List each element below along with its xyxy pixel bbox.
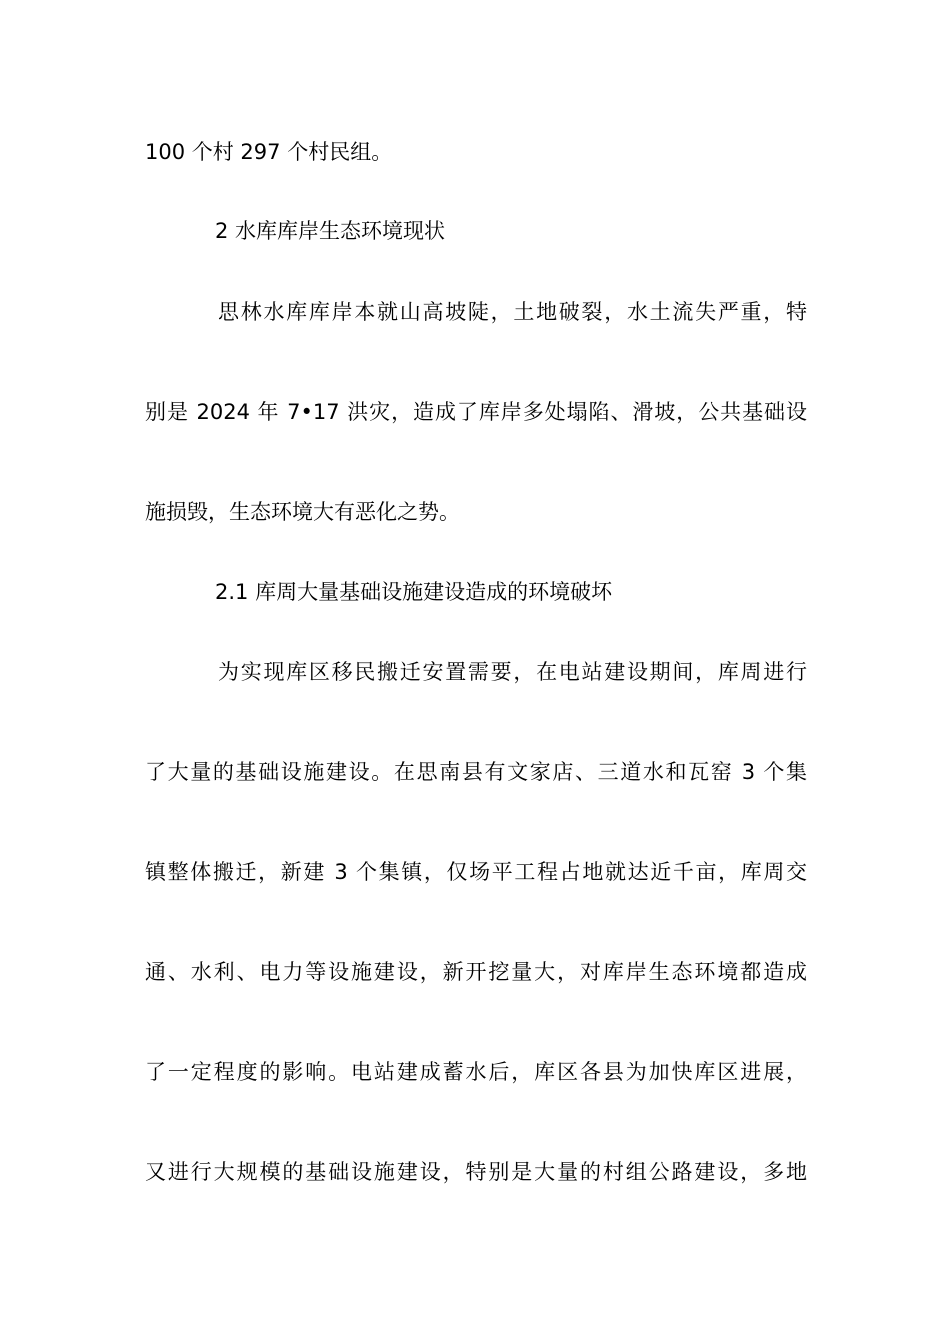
paragraph-2-line-6: 又进行大规模的基础设施建设，特别是大量的村组公路建设，多地	[145, 1160, 807, 1184]
paragraph-2-line-5: 了一定程度的影响。电站建成蓄水后，库区各县为加快库区进展，	[145, 1060, 807, 1084]
section-heading-2: 2 水库库岸生态环境现状	[215, 219, 446, 243]
paragraph-1-line-3: 施损毁，生态环境大有恶化之势。	[145, 500, 460, 524]
paragraph-2-line-1: 为实现库区移民搬迁安置需要，在电站建设期间，库周进行	[218, 660, 807, 684]
paragraph-2-line-3: 镇整体搬迁，新建 3 个集镇，仅场平工程占地就达近千亩，库周交	[145, 860, 807, 884]
paragraph-2-line-2: 了大量的基础设施建设。在思南县有文家店、三道水和瓦窑 3 个集	[145, 760, 807, 784]
paragraph-1-line-1: 思林水库库岸本就山高坡陡，土地破裂，水土流失严重，特	[218, 300, 807, 324]
continuation-line: 100 个村 297 个村民组。	[145, 140, 393, 164]
paragraph-2-line-4: 通、水利、电力等设施建设，新开挖量大，对库岸生态环境都造成	[145, 960, 807, 984]
paragraph-1-line-2: 别是 2024 年 7•17 洪灾，造成了库岸多处塌陷、滑坡，公共基础设	[145, 400, 807, 424]
section-heading-2-1: 2.1 库周大量基础设施建设造成的环境破坏	[215, 580, 613, 604]
